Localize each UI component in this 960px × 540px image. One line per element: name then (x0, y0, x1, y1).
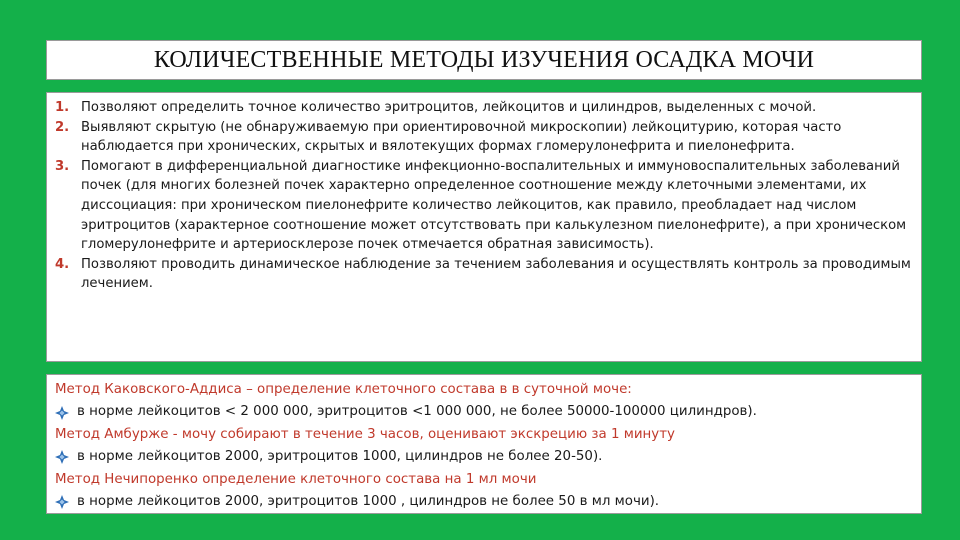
method-kakovsky-addis: Метод Каковского-Аддиса – определение клеточного состава в в суточной моче: (55, 382, 632, 397)
diamond-bullet-icon (55, 450, 69, 464)
method-norm (55, 491, 915, 513)
methods-box (46, 374, 922, 514)
diamond-bullet-icon (55, 495, 69, 509)
list-item-number: 2. (55, 119, 70, 135)
list-item-text: Помогают в дифференциальной диагностике инфекционно-воспалительных и иммуновоспалительных заболеваний почек (для многих болезней почек характерно определенное соотношение между клеточными элементами, их диссоциация: при хроническом пиелонефрите количество лейкоцитов, как правило, преобладает над числом эритроцитов (характерное соотношение может отсутствовать при калькулезном пиелонефрите), а при хроническом гломерулонефрите и артериосклерозе почек отмечается обратная зависимость). (81, 158, 907, 253)
list-item (55, 255, 915, 294)
title-box (46, 40, 922, 80)
list-item-number: 4. (55, 256, 70, 272)
list-item-number: 3. (55, 158, 70, 174)
list-item-text: Выявляют скрытую (не обнаруживаемую при ориентировочной микроскопии) лейкоцитурию, которая часто наблюдается при хронических, скрытых и вялотекущих формах гломерулонефрита и пиелонефрита. (81, 119, 842, 155)
method-norm-text: в норме лейкоцитов 2000, эритроцитов 1000, цилиндров не более 20-50). (77, 449, 603, 465)
method-norm-text: в норме лейкоцитов 2000, эритроцитов 1000 , цилиндров не более 50 в мл мочи). (77, 494, 660, 510)
method-norm (55, 446, 915, 468)
method-nechiporenko: Метод Нечипоренко определение клеточного состава на 1 мл мочи (55, 471, 537, 487)
list-item (55, 157, 915, 255)
list-item-number: 1. (55, 100, 70, 115)
method-amburzhe: Метод Амбурже - мочу собирают в течение 3 часов, оценивают экскрецию за 1 минуту (55, 426, 675, 442)
list-item (55, 98, 915, 118)
list-item-text: Позволяют определить точное количество эритроцитов, лейкоцитов и цилиндров, выделенных с мочой. (81, 100, 817, 115)
slide-title: КОЛИЧЕСТВЕННЫЕ МЕТОДЫ ИЗУЧЕНИЯ ОСАДКА МОЧИ (153, 46, 815, 73)
method-norm-text: в норме лейкоцитов < 2 000 000, эритроцитов <1 000 000, не более 50000-100000 цилиндров). (77, 404, 757, 420)
list-item-text: Позволяют проводить динамическое наблюдение за течением заболевания и осуществлять контроль за проводимым лечением. (81, 256, 911, 292)
list-item (55, 118, 915, 157)
diamond-bullet-icon (55, 406, 69, 420)
advantages-list (46, 92, 922, 362)
method-norm (55, 401, 915, 423)
